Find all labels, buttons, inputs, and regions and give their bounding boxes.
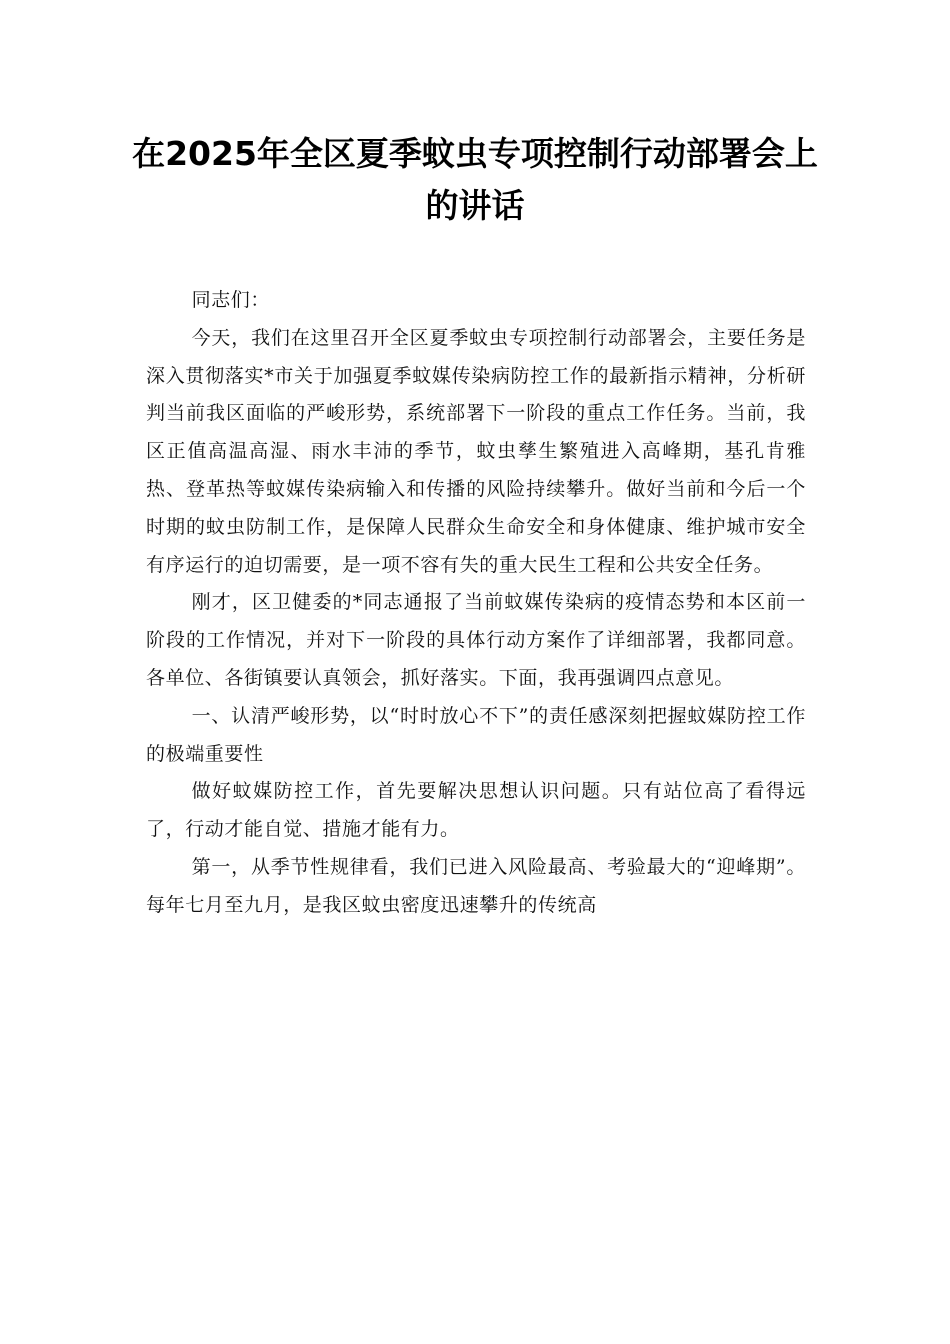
paragraph-opening: 今天，我们在这里召开全区夏季蚊虫专项控制行动部署会，主要任务是深入贯彻落实*市关于加强夏季蚊媒传染病防控工作的最新指示精神，分析研判当前我区面临的严峻形势，系统部署下一阶段的重点工作任务。当前，我区正值高温高湿、雨水丰沛的季节，蚊虫孳生繁殖进入高峰期，基孔肯雅热、登革热等蚊媒传染病输入和传播的风险持续攀升。做好当前和今后一个时期的蚊虫防制工作，是保障人民群众生命安全和身体健康、维护城市安全有序运行的迫切需要，是一项不容有失的重大民生工程和公共安全任务。 xyxy=(146,326,806,576)
paragraph-awareness: 做好蚊媒防控工作，首先要解决思想认识问题。只有站位高了看得远了，行动才能自觉、措施才能有力。 xyxy=(146,780,806,841)
paragraph-first-point: 第一，从季节性规律看，我们已进入风险最高、考验最大的“迎峰期”。每年七月至九月，是我区蚊虫密度迅速攀升的传统高 xyxy=(146,855,806,916)
document-body xyxy=(146,282,806,925)
salutation: 同志们： xyxy=(191,289,270,311)
document-title: 在2025年全区夏季蚊虫专项控制行动部署会上的讲话 xyxy=(132,134,818,225)
paragraph-briefing: 刚才，区卫健委的*同志通报了当前蚊媒传染病的疫情态势和本区前一阶段的工作情况，并对下一阶段的具体行动方案作了详细部署，我都同意。各单位、各街镇要认真领会，抓好落实。下面，我再强调四点意见。 xyxy=(146,591,806,689)
section-heading-one: 一、认清严峻形势，以“时时放心不下”的责任感深刻把握蚊媒防控工作的极端重要性 xyxy=(146,704,806,765)
